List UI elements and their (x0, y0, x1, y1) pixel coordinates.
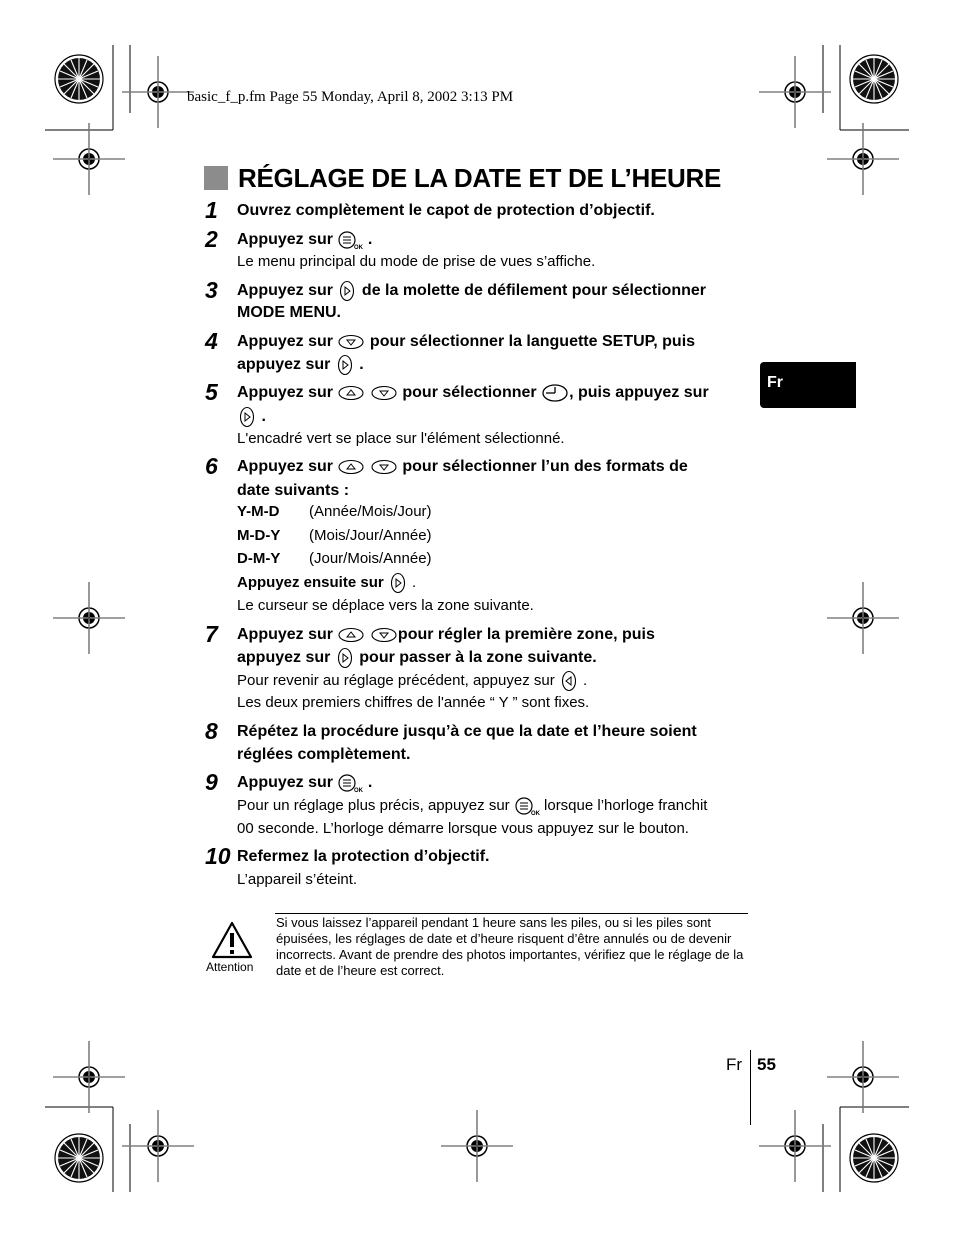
ok-menu-button-icon (514, 796, 540, 816)
step-7-note-1 (237, 670, 587, 692)
step-4-line2-pre: appuyez sur (237, 356, 331, 374)
step-3-pre: Appuyez sur (237, 282, 334, 300)
step-9-post: . (367, 774, 373, 791)
step-number: 10 (205, 843, 231, 869)
right-arrow-button-icon (335, 354, 355, 376)
caution-divider (275, 913, 748, 914)
step-number: 6 (205, 453, 218, 479)
step-5-pre: Appuyez sur (237, 384, 334, 401)
step-number: 3 (205, 277, 218, 303)
step-6-then-pre: Appuyez ensuite sur (237, 573, 384, 591)
step-number: 5 (205, 379, 218, 405)
step-6-post: pour sélectionner l’un des formats de (402, 458, 688, 475)
language-tab-label: Fr (767, 374, 783, 391)
step-7-note-2: Les deux premiers chiffres de l'année “ Y ” sont fixes. (237, 694, 590, 711)
step-5-line2-post: . (261, 408, 266, 426)
left-arrow-button-icon (559, 670, 579, 692)
step-8-text: Répétez la procédure jusqu’à ce que la date et l’heure soient (237, 723, 697, 740)
step-1-text: Ouvrez complètement le capot de protection d’objectif. (237, 202, 655, 219)
ok-menu-button-icon (337, 773, 363, 793)
right-arrow-button-icon (388, 572, 408, 594)
step-7-line (237, 624, 655, 646)
format-code: Y-M-D (237, 503, 280, 520)
step-5-line2 (237, 406, 266, 428)
step-9-note-2: 00 seconde. L’horloge démarre lorsque vous appuyez sur le bouton. (237, 820, 689, 837)
step-4-post: pour sélectionner la languette SETUP, puis (369, 333, 696, 350)
page-number: 55 (757, 1055, 776, 1074)
svg-text:OK: OK (354, 787, 364, 793)
page-title: RÉGLAGE DE LA DATE ET DE L’HEURE (238, 163, 721, 193)
up-arrow-button-icon (337, 384, 365, 402)
step-number: 1 (205, 197, 218, 223)
right-arrow-button-icon (335, 647, 355, 669)
step-number: 2 (205, 226, 218, 252)
step-6-then (237, 572, 416, 594)
right-arrow-button-icon (237, 406, 257, 428)
down-arrow-button-icon (370, 458, 398, 476)
step-4-line2-post: . (359, 356, 364, 374)
step-2-note: Le menu principal du mode de prise de vues s’affiche. (237, 253, 596, 270)
step-3-line (237, 280, 706, 302)
step-9-note-1 (237, 796, 707, 816)
step-6-pre: Appuyez sur (237, 458, 334, 475)
step-2-pre: Appuyez sur (237, 231, 334, 248)
step-5-line (237, 382, 709, 404)
step-7-note1-post: . (583, 671, 588, 689)
step-7-line2 (237, 647, 597, 669)
step-7-note1-pre: Pour revenir au réglage précédent, appuyez sur (237, 671, 555, 689)
step-3-post: de la molette de défilement pour sélectionner (361, 282, 706, 300)
svg-text:OK: OK (530, 811, 540, 817)
down-arrow-button-icon (370, 626, 398, 644)
step-4-line2 (237, 354, 364, 376)
down-arrow-button-icon (337, 333, 365, 351)
footer-language: Fr (726, 1055, 743, 1074)
down-arrow-button-icon (370, 384, 398, 402)
step-number: 4 (205, 328, 218, 354)
format-description: (Jour/Mois/Année) (309, 550, 432, 567)
title-marker (204, 166, 228, 190)
right-arrow-button-icon (337, 280, 357, 302)
warning-icon (210, 920, 254, 960)
step-8-line2: réglées complètement. (237, 746, 411, 763)
svg-text:OK: OK (354, 244, 364, 250)
step-6-then-post: . (412, 573, 417, 591)
step-9-line (237, 772, 372, 794)
step-7-line2-post: pour passer à la zone suivante. (359, 649, 597, 667)
step-7-line2-pre: appuyez sur (237, 649, 331, 667)
step-6-line2: date suivants : (237, 482, 350, 499)
step-5-post: , puis appuyez sur (569, 384, 709, 401)
language-tab (760, 362, 856, 408)
step-number: 8 (205, 718, 218, 744)
up-arrow-button-icon (337, 458, 365, 476)
format-description: (Année/Mois/Jour) (309, 503, 432, 520)
format-code: M-D-Y (237, 527, 281, 544)
attention-label: Attention (206, 960, 254, 974)
step-9-pre: Appuyez sur (237, 774, 334, 791)
step-5-note: L'encadré vert se place sur l'élément sélectionné. (237, 430, 565, 447)
ok-menu-button-icon (337, 230, 363, 250)
caution-text: Si vous laissez l’appareil pendant 1 heure sans les piles, ou si les piles sont épuisées, les réglages de date et d’heure risquent d’être annulés ou de devenir incorrects. Avant de prendre des photos importantes, vérifiez que le réglage de la date et de l’heure est correct. (276, 915, 744, 978)
step-10-text: Refermez la protection d’objectif. (237, 848, 490, 865)
step-7-pre: Appuyez sur (237, 626, 334, 643)
clock-icon (541, 383, 569, 403)
step-6-line (237, 456, 688, 478)
footer-divider (750, 1050, 751, 1125)
step-2-post: . (367, 231, 373, 248)
step-6-note: Le curseur se déplace vers la zone suivante. (237, 597, 534, 614)
step-7-post: pour régler la première zone, puis (397, 626, 655, 643)
format-description: (Mois/Jour/Année) (309, 527, 432, 544)
format-code: D-M-Y (237, 550, 281, 567)
step-number: 7 (205, 621, 218, 647)
step-4-pre: Appuyez sur (237, 333, 334, 350)
step-9-note1-post: lorsque l’horloge franchit (544, 797, 708, 814)
file-header: basic_f_p.fm Page 55 Monday, April 8, 2002 3:13 PM (187, 89, 514, 105)
step-2-line (237, 229, 372, 251)
step-3-line2: MODE MENU. (237, 304, 341, 321)
up-arrow-button-icon (337, 626, 365, 644)
step-5-mid: pour sélectionner (402, 384, 537, 401)
step-4-line (237, 331, 695, 353)
step-10-note: L’appareil s’éteint. (237, 871, 358, 888)
step-number: 9 (205, 769, 218, 795)
step-9-note1-pre: Pour un réglage plus précis, appuyez sur (237, 797, 510, 814)
